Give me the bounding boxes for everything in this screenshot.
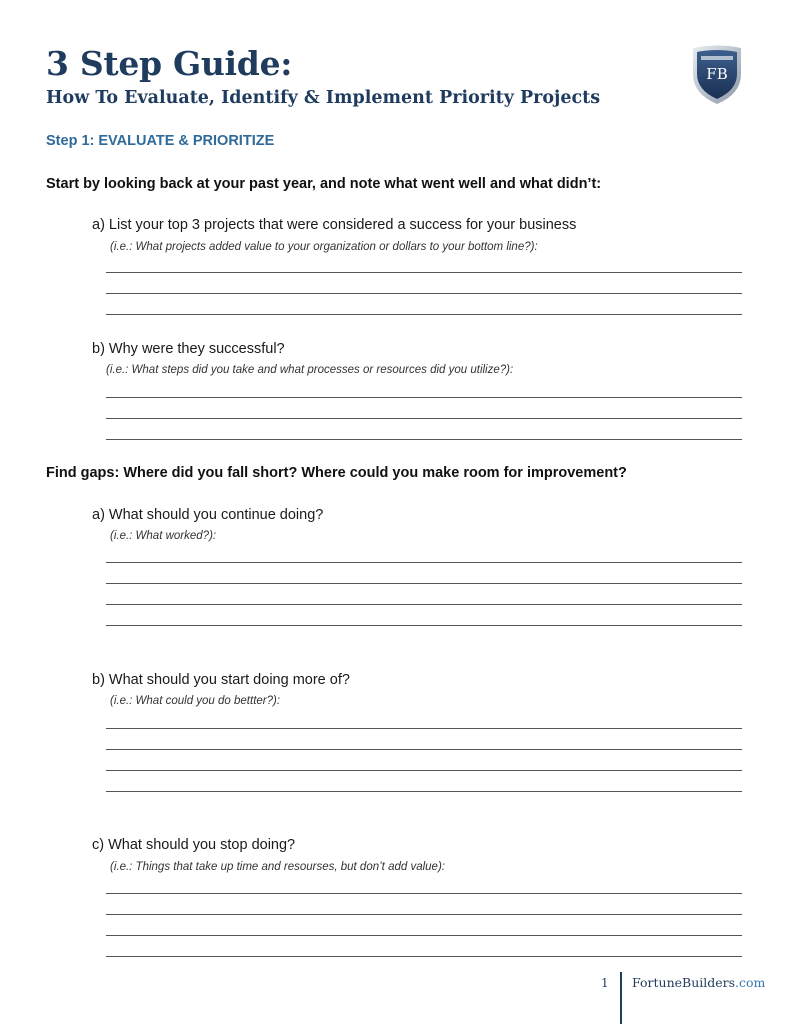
answer-line[interactable] xyxy=(106,914,742,915)
fortunebuilders-logo xyxy=(690,44,744,106)
question-hint: (i.e.: What steps did you take and what processes or resources did you utilize?): xyxy=(106,364,514,376)
question-hint: (i.e.: What projects added value to your organization or dollars to your bottom line?): xyxy=(110,241,538,253)
section-heading-evaluate: Start by looking back at your past year, and note what went well and what didn’t: xyxy=(46,176,602,192)
answer-line[interactable] xyxy=(106,604,742,605)
answer-line[interactable] xyxy=(106,770,742,771)
section-heading-gaps: Find gaps: Where did you fall short? Where could you make room for improvement? xyxy=(46,465,627,481)
question-label: a) List your top 3 projects that were considered a success for your business xyxy=(92,217,577,233)
answer-line[interactable] xyxy=(106,314,742,315)
footer-brand-name: FortuneBuilders xyxy=(632,975,736,990)
answer-line[interactable] xyxy=(106,583,742,584)
answer-line[interactable] xyxy=(106,791,742,792)
question-label: c) What should you stop doing? xyxy=(92,837,296,853)
answer-line[interactable] xyxy=(106,728,742,729)
shield-icon xyxy=(690,44,744,106)
answer-line[interactable] xyxy=(106,272,742,273)
answer-line[interactable] xyxy=(106,749,742,750)
page-subtitle: How To Evaluate, Identify & Implement Priority Projects xyxy=(46,88,601,108)
page-number: 1 xyxy=(601,976,609,990)
answer-line[interactable] xyxy=(106,397,742,398)
footer-brand-tld: .com xyxy=(735,975,766,990)
page-title: 3 Step Guide: xyxy=(46,44,293,83)
question-label: b) Why were they successful? xyxy=(92,341,285,357)
question-label: a) What should you continue doing? xyxy=(92,507,324,523)
answer-line[interactable] xyxy=(106,439,742,440)
answer-line[interactable] xyxy=(106,956,742,957)
answer-line[interactable] xyxy=(106,625,742,626)
step-label: Step 1: EVALUATE & PRIORITIZE xyxy=(46,133,275,149)
question-hint: (i.e.: Things that take up time and resourses, but don’t add value): xyxy=(110,861,445,873)
question-hint: (i.e.: What could you do bettter?): xyxy=(110,695,281,707)
question-label: b) What should you start doing more of? xyxy=(92,672,350,688)
footer-divider xyxy=(620,972,622,1024)
answer-line[interactable] xyxy=(106,293,742,294)
answer-line[interactable] xyxy=(106,935,742,936)
answer-line[interactable] xyxy=(106,418,742,419)
answer-line[interactable] xyxy=(106,562,742,563)
question-hint: (i.e.: What worked?): xyxy=(110,530,217,542)
answer-line[interactable] xyxy=(106,893,742,894)
footer-brand-link[interactable] xyxy=(632,975,765,990)
svg-text:FB: FB xyxy=(706,65,728,83)
